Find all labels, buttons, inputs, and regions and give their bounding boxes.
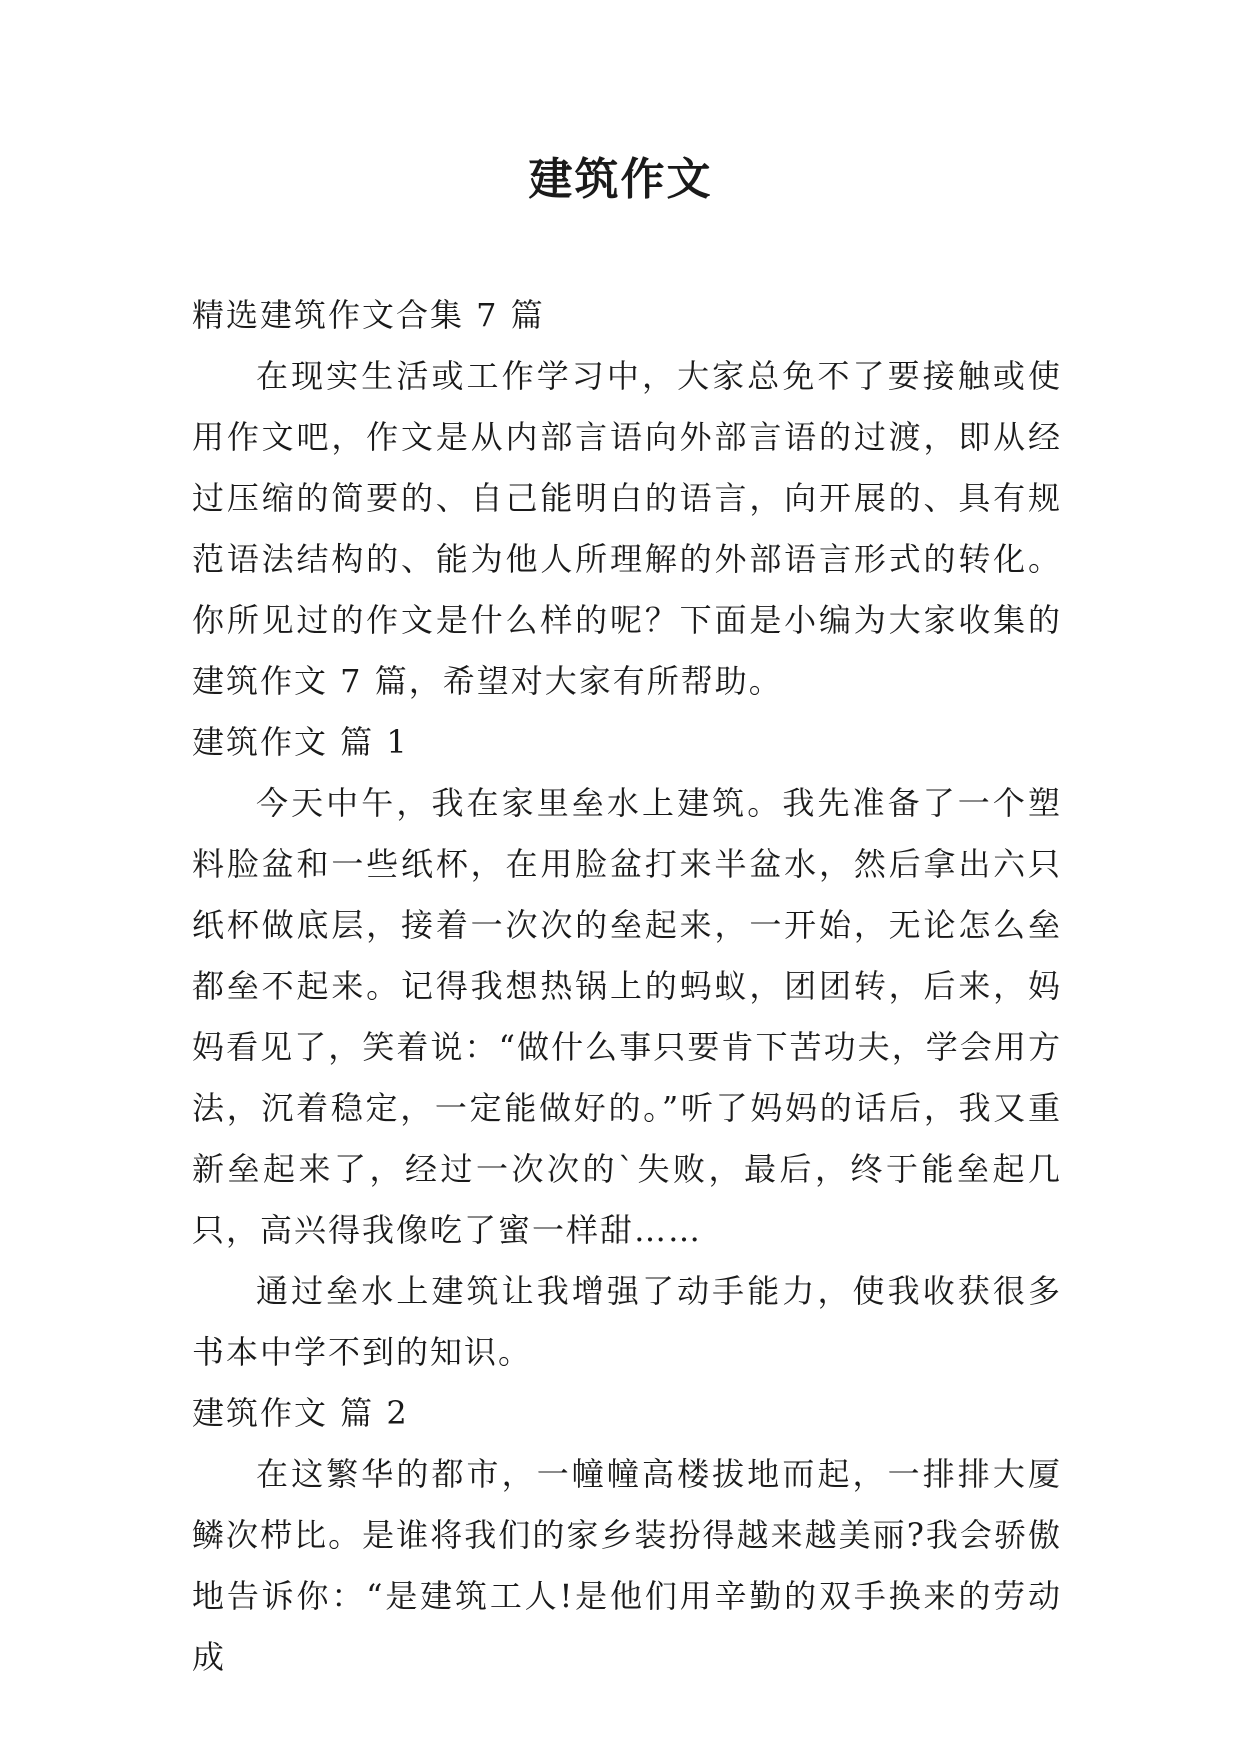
section-heading-1: 建筑作文 篇 1 bbox=[192, 723, 409, 761]
section-1-paragraph-2: 通过垒水上建筑让我增强了动手能力，使我收获很多书本中学不到的知识。 bbox=[192, 1272, 1062, 1371]
document-subtitle: 精选建筑作文合集 7 篇 bbox=[192, 296, 545, 334]
document-body bbox=[192, 285, 1062, 1688]
section-1-paragraph-1: 今天中午，我在家里垒水上建筑。我先准备了一个塑料脸盆和一些纸杯，在用脸盆打来半盆水，然后拿出六只纸杯做底层，接着一次次的垒起来，一开始，无论怎么垒都垒不起来。记得我想热锅上的蚂蚁，团团转，后来，妈妈看见了，笑着说：“做什么事只要肯下苦功夫，学会用方法，沉着稳定，一定能做好的。”听了妈妈的话后，我又重新垒起来了，经过一次次的`失败，最后，终于能垒起几只，高兴得我像吃了蜜一样甜…… bbox=[192, 784, 1062, 1249]
intro-paragraph: 在现实生活或工作学习中，大家总免不了要接触或使用作文吧，作文是从内部言语向外部言语的过渡，即从经过压缩的简要的、自己能明白的语言，向开展的、具有规范语法结构的、能为他人所理解的外部语言形式的转化。你所见过的作文是什么样的呢？下面是小编为大家收集的建筑作文 7 篇，希望对大家有所帮助。 bbox=[192, 357, 1062, 700]
section-2-paragraph-1: 在这繁华的都市，一幢幢高楼拔地而起，一排排大厦鳞次栉比。是谁将我们的家乡装扮得越来越美丽?我会骄傲地告诉你：“是建筑工人!是他们用辛勤的双手换来的劳动成 bbox=[192, 1455, 1062, 1676]
document-title: 建筑作文 bbox=[528, 154, 713, 205]
section-heading-2: 建筑作文 篇 2 bbox=[192, 1394, 409, 1432]
